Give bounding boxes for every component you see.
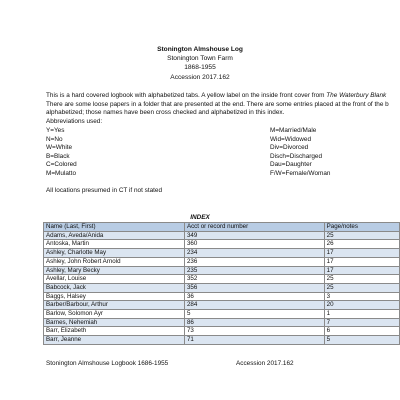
cell-page: 25 — [324, 275, 399, 284]
cell-page: 17 — [324, 266, 399, 275]
column-header-record: Acct or record number — [184, 223, 324, 232]
cell-record: 5 — [184, 310, 324, 319]
intro-line-3: alphabetized; those names have been cross checked and alphabetized in this index. — [46, 109, 285, 117]
index-header-row — [44, 223, 400, 232]
intro-line-1 — [46, 92, 400, 101]
cell-page: 25 — [324, 231, 399, 240]
cell-name: Ashley, Charlotte May — [44, 249, 185, 258]
location-note: All locations presumed in CT if not stated — [46, 187, 163, 194]
cell-page: 1 — [324, 310, 399, 319]
cell-name: Barlow, Solomon Ayr — [44, 310, 185, 319]
abbreviation-item: W=White — [46, 144, 73, 152]
cell-name: Baggs, Halsey — [44, 292, 185, 301]
cell-page: 26 — [324, 240, 399, 249]
abbreviations-left-column — [46, 127, 77, 178]
cell-page: 5 — [324, 336, 399, 345]
cell-record: 360 — [184, 240, 324, 249]
cell-record: 349 — [184, 231, 324, 240]
cell-name: Ashley, Mary Becky — [44, 266, 185, 275]
abbreviation-item: F/W=Female/Woman — [270, 169, 331, 177]
cell-page: 17 — [324, 249, 399, 258]
cell-name: Barr, Elizabeth — [44, 327, 185, 336]
table-row — [44, 310, 400, 319]
table-row — [44, 301, 400, 310]
cell-page: 25 — [324, 283, 399, 292]
table-row — [44, 318, 400, 327]
cell-record: 235 — [184, 266, 324, 275]
abbreviation-item: M=Married/Male — [270, 127, 317, 134]
abbreviations-heading: Abbreviations used: — [46, 118, 103, 125]
table-row — [44, 336, 400, 345]
table-row — [44, 283, 400, 292]
table-row — [44, 327, 400, 336]
abbreviation-item: M=Mulatto — [46, 169, 77, 177]
cell-page: 7 — [324, 318, 399, 327]
cell-record: 234 — [184, 249, 324, 258]
abbreviations-right-column — [270, 127, 330, 178]
table-row — [44, 240, 400, 249]
cell-record: 352 — [184, 275, 324, 284]
abbreviation-item: Dau=Daughter — [270, 161, 312, 169]
abbreviation-item: B=Black — [46, 152, 70, 160]
cell-name: Barnes, Nehemiah — [44, 318, 185, 327]
table-row — [44, 266, 400, 275]
cell-name: Barr, Jeanne — [44, 336, 185, 345]
cell-record: 236 — [184, 257, 324, 266]
cell-record: 73 — [184, 327, 324, 336]
abbreviation-item: N=No — [46, 135, 63, 143]
cell-record: 86 — [184, 318, 324, 327]
cell-record: 284 — [184, 301, 324, 310]
document-subtitle: Stonington Town Farm — [167, 55, 233, 63]
cell-page: 3 — [324, 292, 399, 301]
column-header-page: Page/notes — [324, 223, 399, 232]
abbreviation-item: Div=Divorced — [270, 144, 309, 152]
cell-name: Antoska, Martin — [44, 240, 185, 249]
document-years: 1868-1955 — [184, 64, 216, 72]
index-table — [43, 222, 400, 345]
cell-record: 36 — [184, 292, 324, 301]
cell-name: Adams, Aveda/Anida — [44, 231, 185, 240]
table-row — [44, 257, 400, 266]
document-header — [0, 45, 400, 82]
index-title: INDEX — [190, 214, 210, 221]
abbreviation-item: Y=Yes — [46, 127, 65, 134]
document-title: Stonington Almshouse Log — [157, 46, 243, 53]
footer-accession: Accession 2017.162 — [236, 360, 294, 367]
abbreviation-item: Wid=Widowed — [270, 135, 312, 143]
cell-name: Babcock, Jack — [44, 283, 185, 292]
cell-name: Ashley, John Robert Arnold — [44, 257, 185, 266]
intro-line-1-text: This is a hard covered logbook with alphabetized tabs. A yellow label on the inside front cover from — [46, 92, 327, 99]
column-header-name: Name (Last, First) — [44, 223, 185, 232]
abbreviation-item: Disch=Discharged — [270, 152, 323, 160]
table-row — [44, 231, 400, 240]
cell-name: Avellar, Louise — [44, 275, 185, 284]
cell-record: 356 — [184, 283, 324, 292]
cell-page: 17 — [324, 257, 399, 266]
cell-name: Barber/Barbour, Arthur — [44, 301, 185, 310]
intro-line-1-italic: The Waterbury Blank — [326, 92, 387, 99]
footer-title: Stonington Almshouse Logbook 1686-1955 — [46, 360, 169, 367]
abbreviation-item: C=Colored — [46, 161, 77, 169]
table-row — [44, 275, 400, 284]
document-accession: Accession 2017.162 — [170, 73, 230, 81]
cell-page: 20 — [324, 301, 399, 310]
cell-page: 6 — [324, 327, 399, 336]
intro-paragraph — [46, 92, 400, 118]
intro-line-2: There are some loose papers in a folder that are presented at the end. There are some entries placed at the front of the b — [46, 100, 389, 108]
cell-record: 71 — [184, 336, 324, 345]
table-row — [44, 292, 400, 301]
table-row — [44, 249, 400, 258]
